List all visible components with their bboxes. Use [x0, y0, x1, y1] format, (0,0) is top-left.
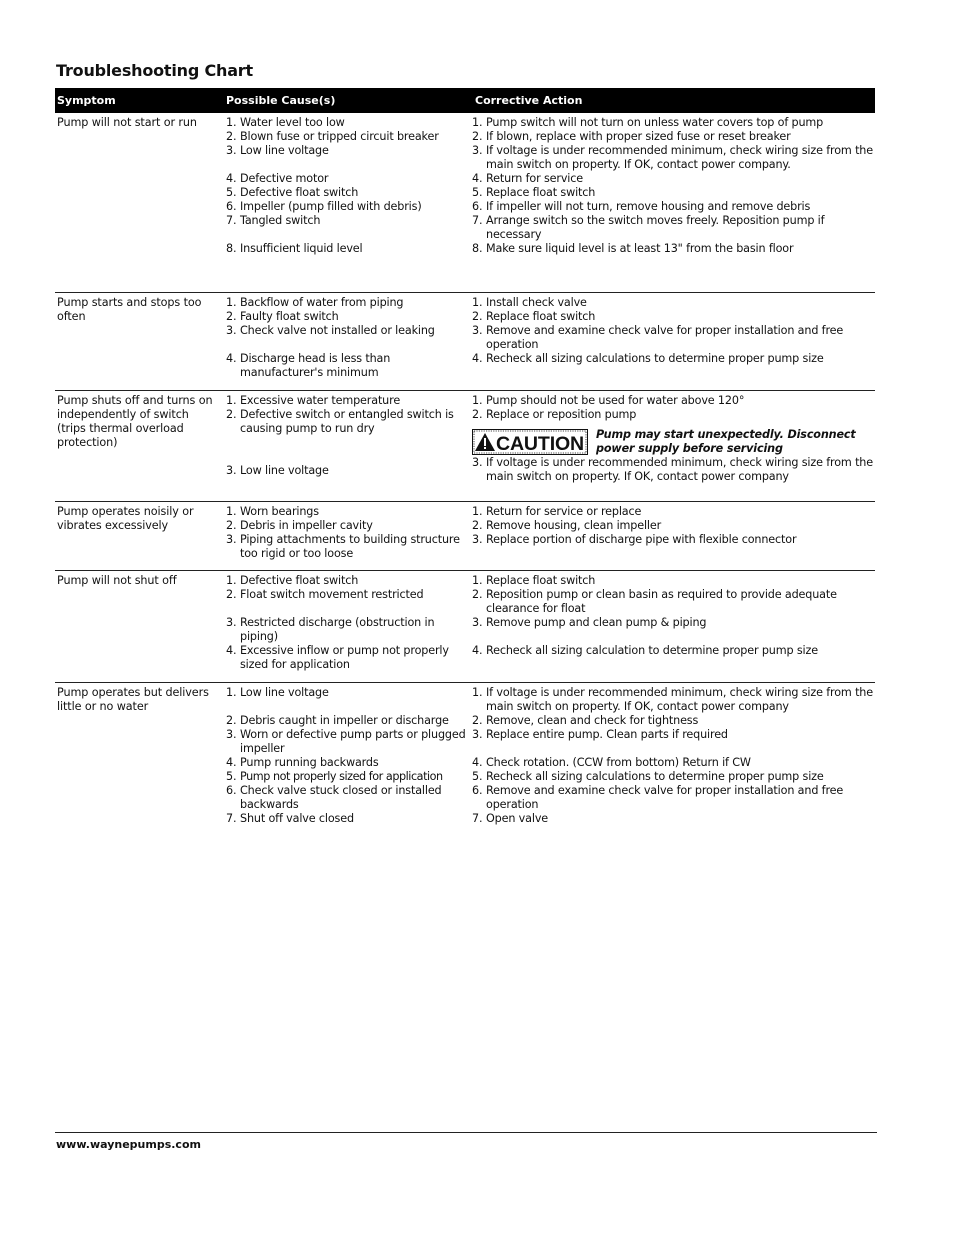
actions-cell [472, 686, 875, 826]
list-item: 2. Reposition pump or clean basin as required to provide adequate clearance for float [472, 588, 837, 615]
causes-cell [225, 296, 472, 382]
header-actions: Corrective Action [475, 94, 583, 107]
list-item: 4. Pump running backwards [226, 756, 379, 769]
list-item: 6. If impeller will not turn, remove housing and remove debris [472, 200, 811, 213]
list-item: 3. Remove pump and clean pump & piping [472, 616, 707, 629]
list-item: 2. Blown fuse or tripped circuit breaker [226, 130, 439, 143]
caution-badge [472, 429, 588, 455]
list-item: 1. Low line voltage [226, 686, 329, 699]
caution-notice [472, 428, 875, 456]
list-item: 4. Recheck all sizing calculation to determine proper pump size [472, 644, 818, 657]
symptom-cell: Pump will not start or run [57, 116, 197, 129]
symptom-cell: Pump shuts off and turns on independently of switch (trips thermal overload protection) [57, 394, 213, 449]
list-item: 4. Excessive inflow or pump not properly sized for application [226, 644, 449, 671]
list-item: 3. Check valve not installed or leaking [226, 324, 435, 337]
list-item: 3. Piping attachments to building structure too rigid or too loose [226, 533, 460, 560]
svg-text:CAUTION: CAUTION [496, 434, 584, 455]
list-item: 7. Shut off valve closed [226, 812, 354, 825]
list-item: 7. Tangled switch [226, 214, 321, 227]
list-item: 3. Worn or defective pump parts or plugged impeller [226, 728, 466, 755]
causes-cell [225, 686, 472, 826]
list-item: 1. Water level too low [226, 116, 345, 129]
actions-cell [472, 505, 875, 562]
header-symptom: Symptom [57, 94, 116, 107]
list-item: 3. Low line voltage [226, 144, 329, 157]
symptom-cell: Pump operates noisily or vibrates excessively [57, 505, 194, 532]
list-item: 1. Replace float switch [472, 574, 596, 587]
table-row [55, 293, 875, 391]
caution-text: Pump may start unexpectedly. Disconnect power supply before servicing [596, 428, 856, 455]
list-item: 1. Backflow of water from piping [226, 296, 404, 309]
list-item: 1. Worn bearings [226, 505, 319, 518]
list-item: 3. Replace entire pump. Clean parts if required [472, 728, 728, 741]
symptom-cell: Pump operates but delivers little or no water [57, 686, 209, 713]
actions-cell [472, 394, 875, 493]
troubleshooting-table [55, 88, 875, 834]
actions-cell [472, 116, 875, 284]
list-item: 4. Recheck all sizing calculations to determine proper pump size [472, 352, 824, 365]
list-item: 3. Restricted discharge (obstruction in piping) [226, 616, 435, 643]
list-item: 7. Open valve [472, 812, 549, 825]
list-item: 6. Impeller (pump filled with debris) [226, 200, 422, 213]
list-item: 1. Install check valve [472, 296, 587, 309]
list-item: 2. Replace float switch [472, 310, 596, 323]
list-item: 3. If voltage is under recommended minimum, check wiring size from the main switch on property. If OK, contact power company. [472, 144, 873, 171]
list-item: 2. Float switch movement restricted [226, 588, 424, 601]
list-item: 4. Check rotation. (CCW from bottom) Return if CW [472, 756, 751, 769]
list-item: 5. Replace float switch [472, 186, 596, 199]
list-item: 2. Remove housing, clean impeller [472, 519, 662, 532]
actions-cell [472, 574, 875, 674]
list-item: 3. Low line voltage [226, 464, 329, 477]
list-item: 4. Defective motor [226, 172, 329, 185]
list-item: 6. Check valve stuck closed or installed backwards [226, 784, 442, 811]
list-item: 8. Make sure liquid level is at least 13" from the basin floor [472, 242, 794, 255]
list-item: 2. Debris in impeller cavity [226, 519, 373, 532]
list-item: 1. If voltage is under recommended minimum, check wiring size from the main switch on property. If OK, contact power company [472, 686, 873, 713]
page-title: Troubleshooting Chart [56, 61, 253, 80]
list-item: 2. Faulty float switch [226, 310, 339, 323]
list-item: 7. Arrange switch so the switch moves freely. Reposition pump if necessary [472, 214, 825, 241]
list-item: 2. Debris caught in impeller or discharge [226, 714, 449, 727]
causes-cell [225, 394, 472, 493]
list-item: 1. Excessive water temperature [226, 394, 401, 407]
causes-cell [225, 574, 472, 674]
list-item: 4. Discharge head is less than manufacturer's minimum [226, 352, 391, 379]
list-item: 1. Pump should not be used for water above 120° [472, 394, 745, 407]
table-row [55, 683, 875, 834]
list-item: 2. If blown, replace with proper sized fuse or reset breaker [472, 130, 791, 143]
list-item: 3. If voltage is under recommended minimum, check wiring size from the main switch on property. If OK, contact power company [472, 456, 873, 483]
list-item: 2. Remove, clean and check for tightness [472, 714, 699, 727]
list-item: 1. Defective float switch [226, 574, 359, 587]
list-item: 1. Pump switch will not turn on unless water covers top of pump [472, 116, 824, 129]
footer-divider [55, 1132, 877, 1133]
header-causes: Possible Cause(s) [226, 94, 336, 107]
table-row [55, 502, 875, 571]
table-row [55, 391, 875, 502]
table-row [55, 571, 875, 683]
causes-cell [225, 505, 472, 562]
list-item: 5. Defective float switch [226, 186, 359, 199]
list-item: 8. Insufficient liquid level [226, 242, 363, 255]
list-item: 1. Return for service or replace [472, 505, 642, 518]
actions-cell [472, 296, 875, 382]
list-item: 2. Replace or reposition pump [472, 408, 637, 421]
table-row [55, 113, 875, 293]
symptom-cell: Pump will not shut off [57, 574, 177, 587]
list-item: 3. Replace portion of discharge pipe with flexible connector [472, 533, 797, 546]
footer-url[interactable]: www.waynepumps.com [56, 1138, 201, 1151]
table-header [55, 88, 875, 113]
symptom-cell: Pump starts and stops too often [57, 296, 202, 323]
list-item: 5. Pump not properly sized for application [226, 770, 443, 783]
list-item: 6. Remove and examine check valve for proper installation and free operation [472, 784, 844, 811]
list-item: 5. Recheck all sizing calculations to determine proper pump size [472, 770, 824, 783]
list-item: 2. Defective switch or entangled switch is causing pump to run dry [226, 408, 454, 435]
causes-cell [225, 116, 472, 284]
list-item: 3. Remove and examine check valve for proper installation and free operation [472, 324, 844, 351]
list-item: 4. Return for service [472, 172, 583, 185]
